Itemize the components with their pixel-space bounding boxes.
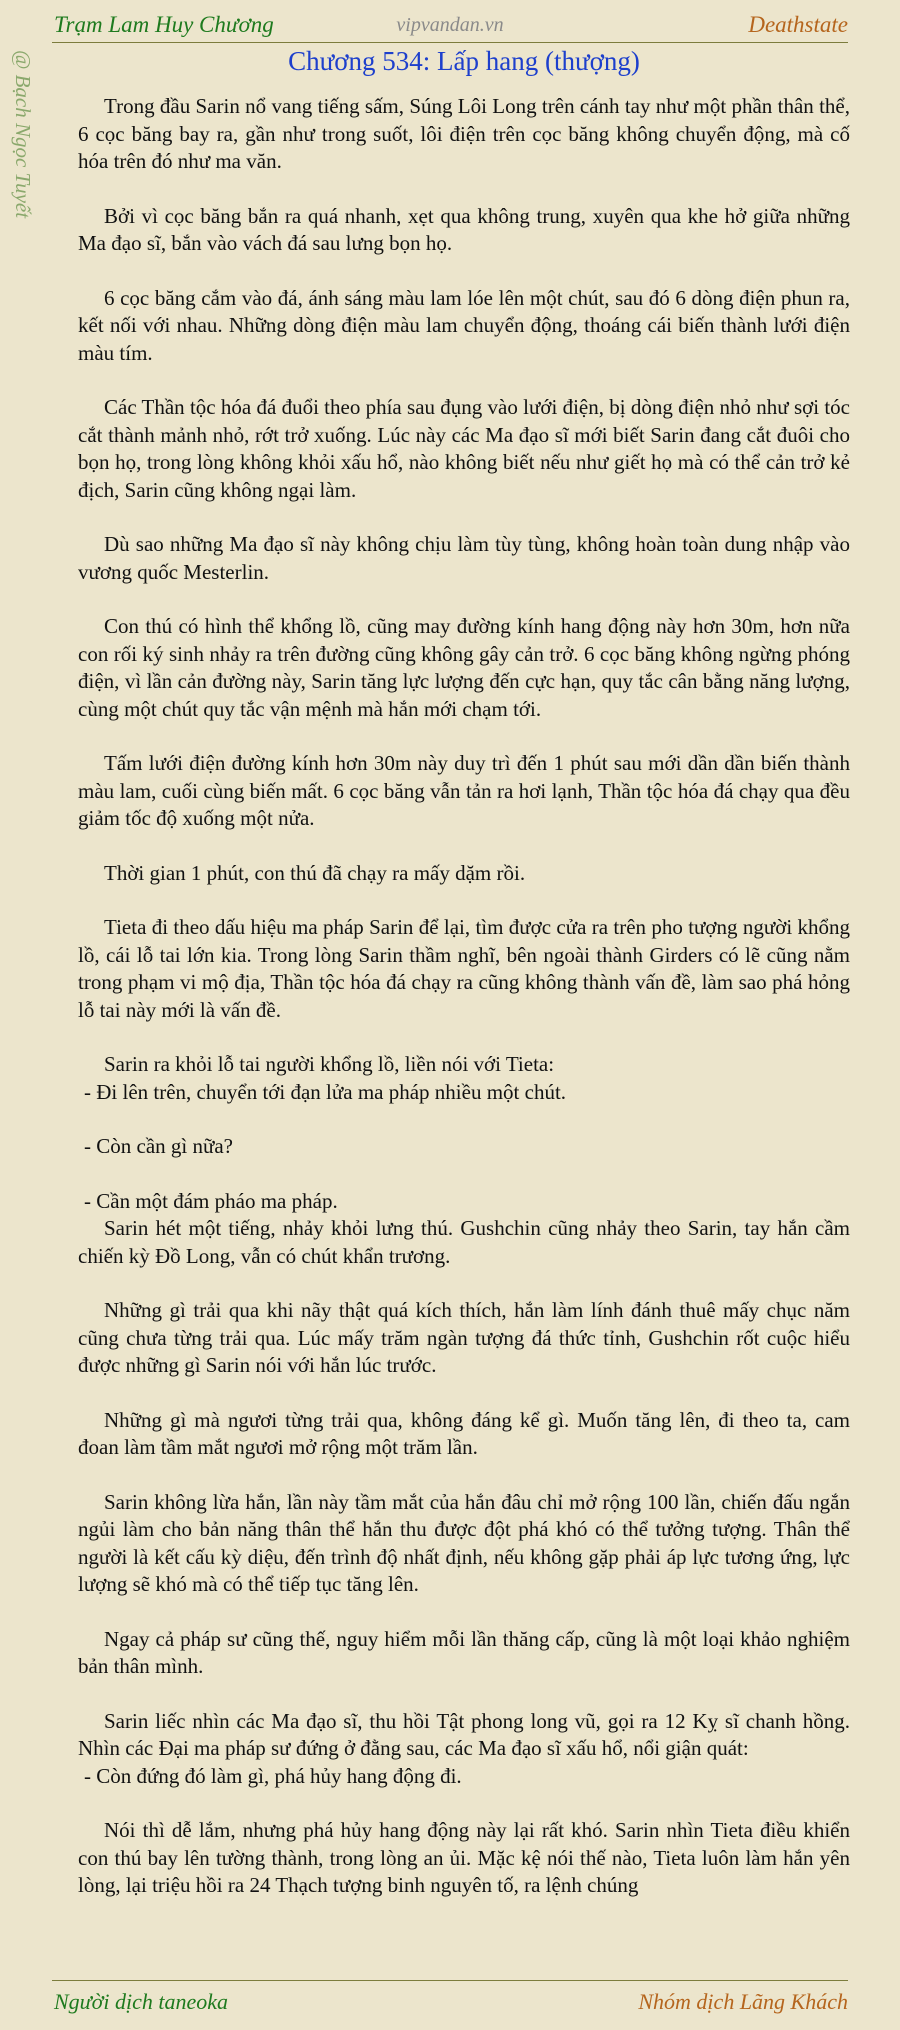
chapter-title: Chương 534: Lấp hang (thượng) bbox=[288, 46, 640, 76]
paragraph: Sarin liếc nhìn các Ma đạo sĩ, thu hồi Tật phong long vũ, gọi ra 12 Kỵ sĩ chanh hồng. Nhìn các Đại ma pháp sư đứng ở đằng sau, các Ma đạo sĩ xấu hổ, nổi giận quát: bbox=[78, 1708, 850, 1760]
footer-group: Nhóm dịch Lãng Khách bbox=[638, 1989, 848, 2014]
paragraph: Các Thần tộc hóa đá đuổi theo phía sau đụng vào lưới điện, bị dòng điện nhỏ như sợi tóc cắt thành mảnh nhỏ, rớt trở xuống. Lúc này các Ma đạo sĩ mới biết Sarin đang cắt đuôi cho bọn họ, trong lòng không khỏi xấu hổ, nào không biết nếu như giết họ mà có thể cản trở kẻ địch, Sarin cũng không ngại làm. bbox=[78, 395, 850, 502]
paragraph: 6 cọc băng cắm vào đá, ánh sáng màu lam lóe lên một chút, sau đó 6 dòng điện phun ra, kết nối với nhau. Những dòng điện màu lam chuyển động, thoáng cái biến thành lưới điện màu tím. bbox=[78, 285, 850, 365]
page-footer bbox=[52, 1980, 848, 2021]
dialog-line: - Còn cần gì nữa? bbox=[84, 1134, 233, 1158]
paragraph: Trong đầu Sarin nổ vang tiếng sấm, Súng Lôi Long trên cánh tay như một phần thân thể, 6 cọc băng bay ra, gần như trong suốt, lôi điện trên cọc băng không chuyển động, mà cố hóa trên đó như ma văn. bbox=[78, 94, 850, 173]
paragraph: Con thú có hình thể khổng lồ, cũng may đường kính hang động này hơn 30m, hơn nữa con rối ký sinh nhảy ra trên đường cũng không gây cản trở. 6 cọc băng không ngừng phóng điện, vì lần cản đường này, Sarin tăng lực lượng đến cực hạn, quy tắc cân bằng năng lượng, cùng một chút quy tắc vận mệnh mà hắn mới chạm tới. bbox=[78, 614, 850, 721]
paragraph: Sarin ra khỏi lỗ tai người khổng lồ, liền nói với Tieta: bbox=[104, 1052, 555, 1076]
dialog-line: - Đi lên trên, chuyển tới đạn lửa ma pháp nhiều một chút. bbox=[84, 1079, 567, 1104]
paragraph: Tấm lưới điện đường kính hơn 30m này duy trì đến 1 phút sau mới dần dần biến thành màu lam, cuối cùng biến mất. 6 cọc băng vẫn tản ra hơi lạnh, Thần tộc hóa đá chạy qua đều giảm tốc độ xuống một nửa. bbox=[78, 751, 850, 830]
paragraph: Dù sao những Ma đạo sĩ này không chịu làm tùy tùng, không hoàn toàn dung nhập vào vương quốc Mesterlin. bbox=[78, 532, 850, 584]
paragraph: Bởi vì cọc băng bắn ra quá nhanh, xẹt qua không trung, xuyên qua khe hở giữa những Ma đạo sĩ, bắn vào vách đá sau lưng bọn họ. bbox=[78, 203, 850, 255]
footer-translator: Người dịch taneoka bbox=[54, 1989, 229, 2014]
chapter-content bbox=[78, 46, 850, 1927]
header-site-name: Trạm Lam Huy Chương bbox=[54, 12, 274, 37]
paragraph: Sarin không lừa hắn, lần này tầm mắt của hắn đâu chỉ mở rộng 100 lần, chiến đấu ngắn ngủi làm cho bản năng thân thể hắn thu được đột phá khó có thể tưởng tượng. Thân thể người là kết cấu kỳ diệu, đến trình độ nhất định, nếu không gặp phải áp lực tương ứng, lực lượng sẽ khó mà có thể tiếp tục tăng lên. bbox=[78, 1489, 850, 1596]
paragraph: Thời gian 1 phút, con thú đã chạy ra mấy dặm rồi. bbox=[104, 860, 526, 885]
paragraph: Tieta đi theo dấu hiệu ma pháp Sarin để lại, tìm được cửa ra trên pho tượng người khổng lồ, cái lỗ tai lớn kia. Trong lòng Sarin thầm nghĩ, bên ngoài thành Girders có lẽ cũng nằm trong phạm vi mộ địa, Thần tộc hóa đá chạy ra cũng không thành vấn đề, làm sao phá hỏng lỗ tai này mới là vấn đề. bbox=[78, 915, 850, 1022]
page-header bbox=[52, 6, 848, 43]
paragraph: Những gì trải qua khi nãy thật quá kích thích, hắn làm lính đánh thuê mấy chục năm cũng chưa từng trải qua. Lúc mấy trăm ngàn tượng đá thức tỉnh, Gushchin rốt cuộc hiểu được những gì Sarin nói với hắn lúc trước. bbox=[78, 1298, 850, 1377]
dialog-line: - Cần một đám pháo ma pháp. bbox=[84, 1188, 338, 1213]
paragraph: Nói thì dễ lắm, nhưng phá hủy hang động này lại rất khó. Sarin nhìn Tieta điều khiển con thú bay lên tường thành, trong lòng an ủi. Mặc kệ nói thế nào, Tieta luôn làm hắn yên lòng, lại triệu hồi ra 24 Thạch tượng binh nguyên tố, ra lệnh chúng bbox=[78, 1818, 850, 1897]
paragraph: Ngay cả pháp sư cũng thế, nguy hiểm mỗi lần thăng cấp, cũng là một loại khảo nghiệm bản thân mình. bbox=[78, 1626, 850, 1678]
paragraph: Những gì mà ngươi từng trải qua, không đáng kể gì. Muốn tăng lên, đi theo ta, cam đoan làm tầm mắt ngươi mở rộng một trăm lần. bbox=[78, 1407, 850, 1459]
header-url: vipvandan.vn bbox=[396, 14, 504, 36]
dialog-line: - Còn đứng đó làm gì, phá hủy hang động đi. bbox=[84, 1763, 462, 1788]
side-watermark: @ Bạch Ngọc Tuyết bbox=[11, 50, 35, 219]
header-author: Deathstate bbox=[748, 12, 848, 37]
paragraph: Sarin hét một tiếng, nhảy khỏi lưng thú. Gushchin cũng nhảy theo Sarin, tay hắn cầm chiến kỳ Đồ Long, vẫn có chút khẩn trương. bbox=[78, 1216, 850, 1268]
